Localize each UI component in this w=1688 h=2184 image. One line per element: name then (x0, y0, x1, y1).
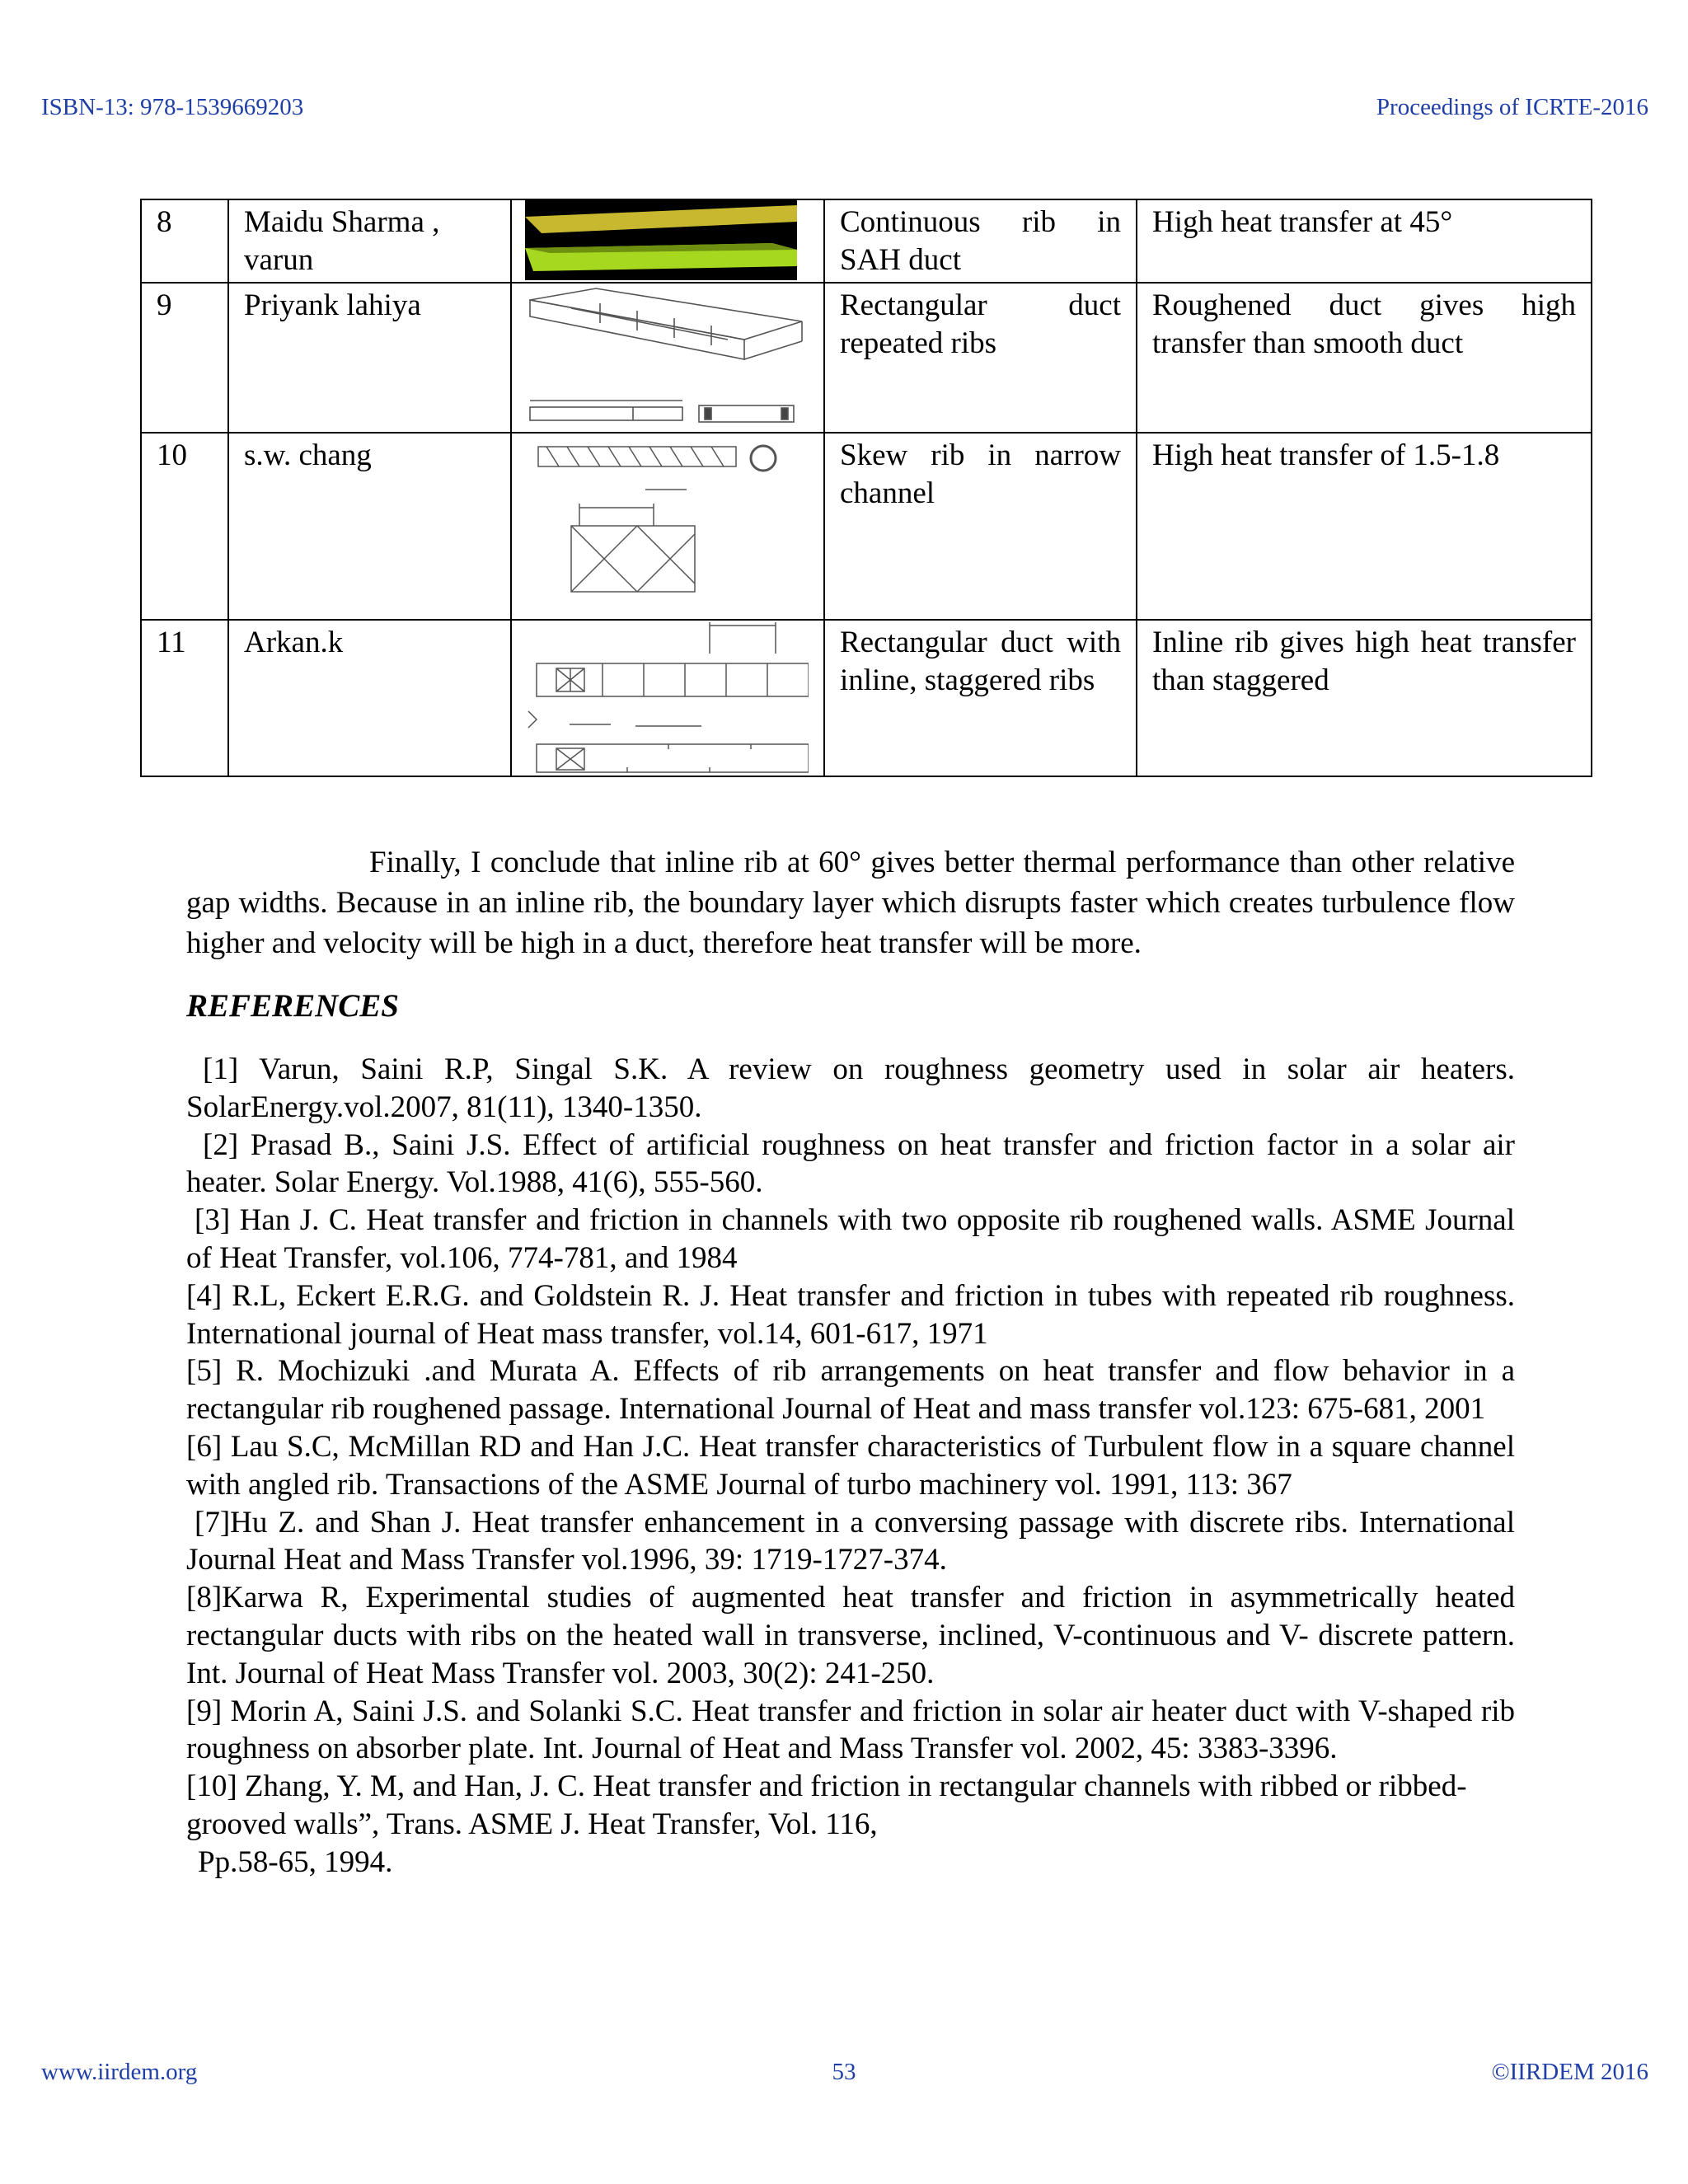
skew-rib-figure (511, 433, 824, 620)
method-cell: Rectangular duct with inline, staggered ribs (824, 620, 1137, 776)
row-number: 8 (141, 199, 228, 283)
reference-item: [7]Hu Z. and Shan J. Heat transfer enhancement in a conversing passage with discrete ribs. International Journal Heat and Mass Transfer vol.1996, 39: 1719-1727-374. (186, 1505, 1515, 1577)
method-cell: Rectangular duct repeated ribs (824, 283, 1137, 433)
reference-item: [3] Han J. C. Heat transfer and friction in channels with two opposite rib roughened walls. ASME Journal of Heat Transfer, vol.106, 774-781, and 1984 (186, 1203, 1515, 1275)
result-cell: High heat transfer at 45° (1137, 199, 1592, 283)
row-number: 11 (141, 620, 228, 776)
author-cell: s.w. chang (228, 433, 511, 620)
row-number: 10 (141, 433, 228, 620)
reference-item: [4] R.L, Eckert E.R.G. and Goldstein R. J. Heat transfer and friction in tubes with repeated rib roughness. International journal of Heat mass transfer, vol.14, 601-617, 1971 (186, 1278, 1515, 1351)
literature-table (140, 199, 1592, 777)
reference-item: [10] Zhang, Y. M, and Han, J. C. Heat transfer and friction in rectangular channels with ribbed or ribbed-grooved walls”, Trans. ASME J. Heat Transfer, Vol. 116, (186, 1769, 1467, 1841)
result-cell: High heat transfer of 1.5-1.8 (1137, 433, 1592, 620)
row-number: 9 (141, 283, 228, 433)
conclusion-paragraph: Finally, I conclude that inline rib at 60° gives better thermal performance than other relative gap widths. Because in an inline rib, the boundary layer which disrupts faster which creates turbulence flow higher and velocity will be high in a duct, therefore heat transfer will be more. (186, 846, 1515, 960)
proceedings-header: Proceedings of ICRTE-2016 (1376, 94, 1648, 120)
page-number: 53 (832, 2059, 856, 2085)
reference-item: [8]Karwa R, Experimental studies of augmented heat transfer and friction in asymmetrically heated rectangular ducts with ribs on the heated wall in transverse, inclined, V-continuous and V- discrete pattern. Int. Journal of Heat Mass Transfer vol. 2003, 30(2): 241-250. (186, 1581, 1515, 1690)
continuous-rib-figure (511, 199, 824, 283)
reference-list (186, 1051, 1515, 1882)
result-cell: Roughened duct gives high transfer than smooth duct (1137, 283, 1592, 433)
reference-item: [1] Varun, Saini R.P, Singal S.K. A review on roughness geometry used in solar air heaters. SolarEnergy.vol.2007, 81(11), 1340-1350. (186, 1052, 1515, 1124)
reference-item: [6] Lau S.C, McMillan RD and Han J.C. Heat transfer characteristics of Turbulent flow in a square channel with angled rib. Transactions of the ASME Journal of turbo machinery vol. 1991, 113: 367 (186, 1429, 1515, 1502)
table-row (141, 283, 1592, 433)
table-row (141, 433, 1592, 620)
reference-item: [2] Prasad B., Saini J.S. Effect of artificial roughness on heat transfer and friction factor in a solar air heater. Solar Energy. Vol.1988, 41(6), 555-560. (186, 1127, 1515, 1200)
result-cell: Inline rib gives high heat transfer than staggered (1137, 620, 1592, 776)
author-cell: Priyank lahiya (228, 283, 511, 433)
author-cell: Maidu Sharma , varun (228, 199, 511, 283)
rectangular-duct-figure (511, 283, 824, 433)
inline-staggered-rib-figure (511, 620, 824, 776)
table-row (141, 199, 1592, 283)
method-cell: Skew rib in narrow channel (824, 433, 1137, 620)
reference-item: [5] R. Mochizuki .and Murata A. Effects of rib arrangements on heat transfer and flow behavior in a rectangular rib roughened passage. International Journal of Heat and mass transfer vol.123: 675-681, 2001 (186, 1354, 1515, 1427)
method-cell: Continuous rib in SAH duct (824, 199, 1137, 283)
references-heading: REFERENCES (186, 988, 399, 1024)
author-cell: Arkan.k (228, 620, 511, 776)
table-row (141, 620, 1592, 776)
website-footer: www.iirdem.org (41, 2059, 198, 2085)
reference-item: [9] Morin A, Saini J.S. and Solanki S.C. Heat transfer and friction in solar air heater duct with V-shaped rib roughness on absorber plate. Int. Journal of Heat and Mass Transfer vol. 2002, 45: 3383-3396. (186, 1694, 1515, 1766)
reference-item: Pp.58-65, 1994. (198, 1844, 393, 1879)
copyright-footer: ©IIRDEM 2016 (1491, 2059, 1648, 2085)
isbn-header: ISBN-13: 978-1539669203 (41, 94, 304, 120)
